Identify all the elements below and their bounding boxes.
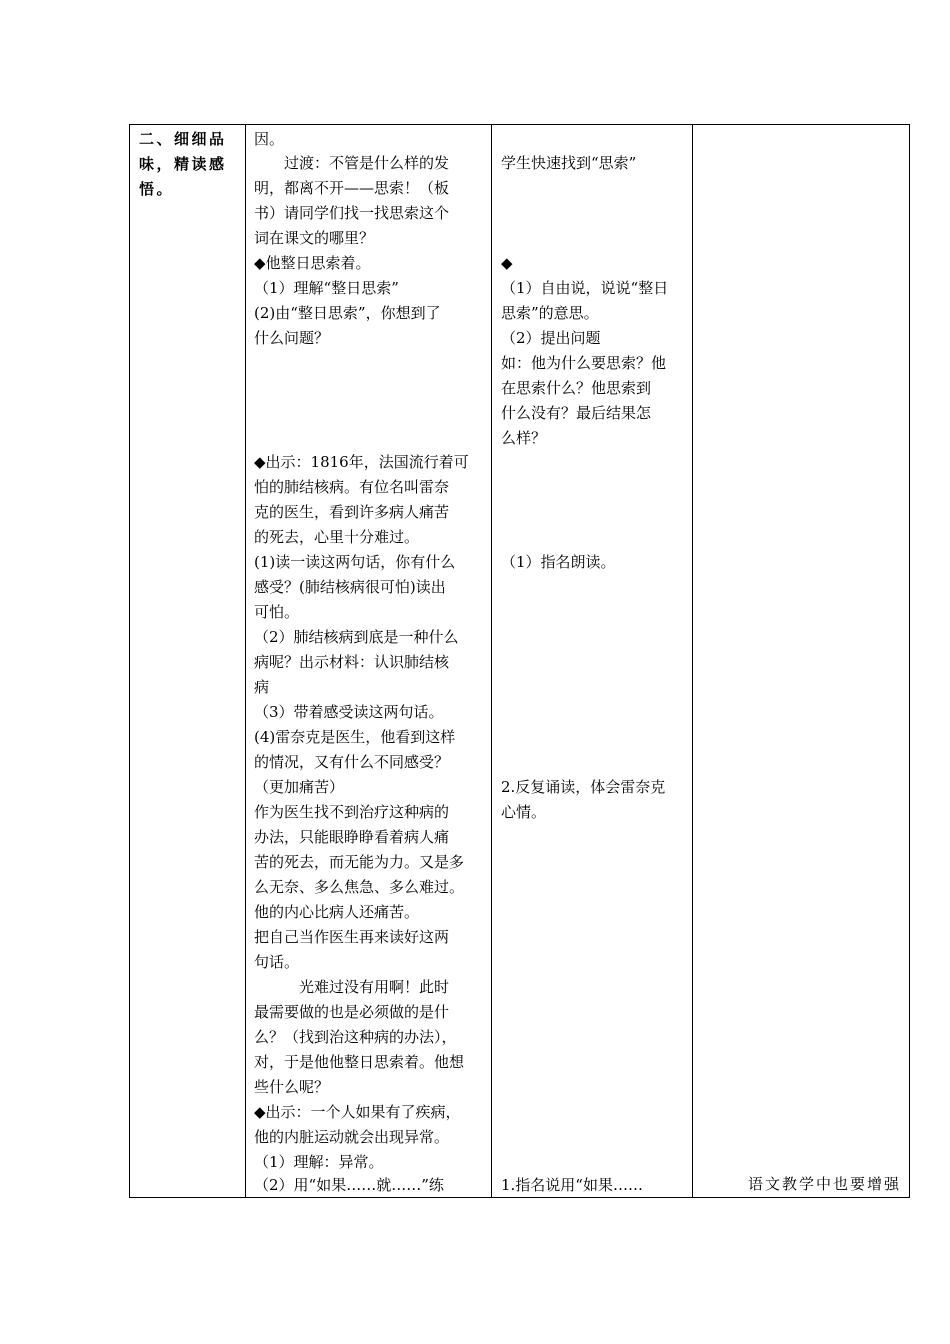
teacher-line: （1）理解：异常。 xyxy=(254,1153,384,1171)
teacher-line: 他的内心比病人还痛苦。 xyxy=(254,903,420,921)
student-line: （1）指名朗读。 xyxy=(501,553,616,571)
teacher-line: 把自己当作医生再来读好这两 xyxy=(254,928,450,946)
student-line: 如：他为什么要思索？他 xyxy=(501,354,667,372)
teacher-line: 病 xyxy=(254,678,270,696)
teacher-line: (1)读一读这两句话，你有什么 xyxy=(254,553,456,571)
student-line: 1.指名说用“如果…… xyxy=(501,1176,643,1194)
teacher-line: （2）用“如果……就……”练 xyxy=(254,1176,444,1194)
teacher-line: (2)由“整日思索”，你想到了 xyxy=(254,304,441,322)
student-line: 思索”的意思。 xyxy=(501,304,599,322)
teacher-line: 书）请同学们找一找思索这个 xyxy=(254,204,450,222)
teacher-line: 明，都离不开——思索！（板 xyxy=(254,179,450,197)
teacher-line: 的情况，又有什么不同感受？ xyxy=(254,753,450,771)
teacher-line: （2）肺结核病到底是一种什么 xyxy=(254,628,459,646)
teacher-line: （1）理解“整日思索” xyxy=(254,279,399,297)
teacher-line: （更加痛苦） xyxy=(254,778,345,796)
teacher-line: 么？（找到治这种病的办法）， xyxy=(254,1028,457,1046)
stage-line: 二、细细品 xyxy=(139,130,227,148)
teacher-line: 因。 xyxy=(254,130,285,148)
stage-column xyxy=(130,125,245,1197)
student-line: 什么没有？最后结果怎 xyxy=(501,404,652,422)
teacher-line: 么无奈、多么焦急、多么难过。 xyxy=(254,878,465,896)
stage-line: 悟。 xyxy=(139,180,175,198)
teacher-line: （3）带着感受读这两句话。 xyxy=(254,703,444,721)
student-activity-column xyxy=(492,125,692,1197)
teacher-line: 苦的死去，而无能为力。又是多 xyxy=(254,853,465,871)
teacher-line: (4)雷奈克是医生，他看到这样 xyxy=(254,728,456,746)
student-line: 学生快速找到“思索” xyxy=(501,154,637,172)
table-row xyxy=(130,125,910,1198)
student-line: 么样？ xyxy=(501,429,547,447)
teacher-line: 病呢？出示材料：认识肺结核 xyxy=(254,653,450,671)
teacher-line: ◆出示：1816年，法国流行着可 xyxy=(254,453,469,471)
notes-line: 语文教学中也要增强 xyxy=(747,1175,901,1193)
teacher-line: 他的内脏运动就会出现异常。 xyxy=(254,1128,450,1146)
teacher-activity-column xyxy=(246,125,491,1197)
stage-line: 味，精读感 xyxy=(139,155,227,173)
stage-cell xyxy=(130,125,246,1198)
teacher-line: 对，于是他他整日思索着。他想 xyxy=(254,1053,465,1071)
teacher-line: 什么问题？ xyxy=(254,329,330,347)
student-line: 2.反复诵读，体会雷奈克 xyxy=(501,778,666,796)
student-line: （1）自由说，说说“整日 xyxy=(501,279,669,297)
student-activity-cell xyxy=(492,125,693,1198)
teacher-line: 怕的肺结核病。有位名叫雷奈 xyxy=(254,478,450,496)
lesson-plan-table xyxy=(129,124,910,1198)
teacher-line: 感受？(肺结核病很可怕)读出 xyxy=(254,578,446,596)
teacher-line: 过渡：不管是什么样的发 xyxy=(254,154,450,172)
teacher-line: 光难过没有用啊！此时 xyxy=(254,978,450,996)
teacher-line: 些什么呢？ xyxy=(254,1078,330,1096)
student-line: ◆ xyxy=(501,254,513,272)
teacher-line: ◆出示：一个人如果有了疾病， xyxy=(254,1103,461,1121)
teacher-line: 可怕。 xyxy=(254,603,300,621)
teacher-line: 作为医生找不到治疗这种病的 xyxy=(254,803,450,821)
teacher-line: 办法，只能眼睁睁看着病人痛 xyxy=(254,828,450,846)
notes-column xyxy=(693,125,909,1197)
teacher-line: 词在课文的哪里？ xyxy=(254,229,375,247)
teacher-line: 的死去，心里十分难过。 xyxy=(254,528,420,546)
student-line: 在思索什么？他思索到 xyxy=(501,379,652,397)
teacher-line: 最需要做的也是必须做的是什 xyxy=(254,1003,450,1021)
teacher-activity-cell xyxy=(246,125,492,1198)
notes-cell xyxy=(693,125,910,1198)
student-line: 心情。 xyxy=(501,803,547,821)
student-line: （2）提出问题 xyxy=(501,329,601,347)
teacher-line: ◆他整日思索着。 xyxy=(254,254,371,272)
teacher-line: 句话。 xyxy=(254,953,300,971)
teacher-line: 克的医生，看到许多病人痛苦 xyxy=(254,503,450,521)
